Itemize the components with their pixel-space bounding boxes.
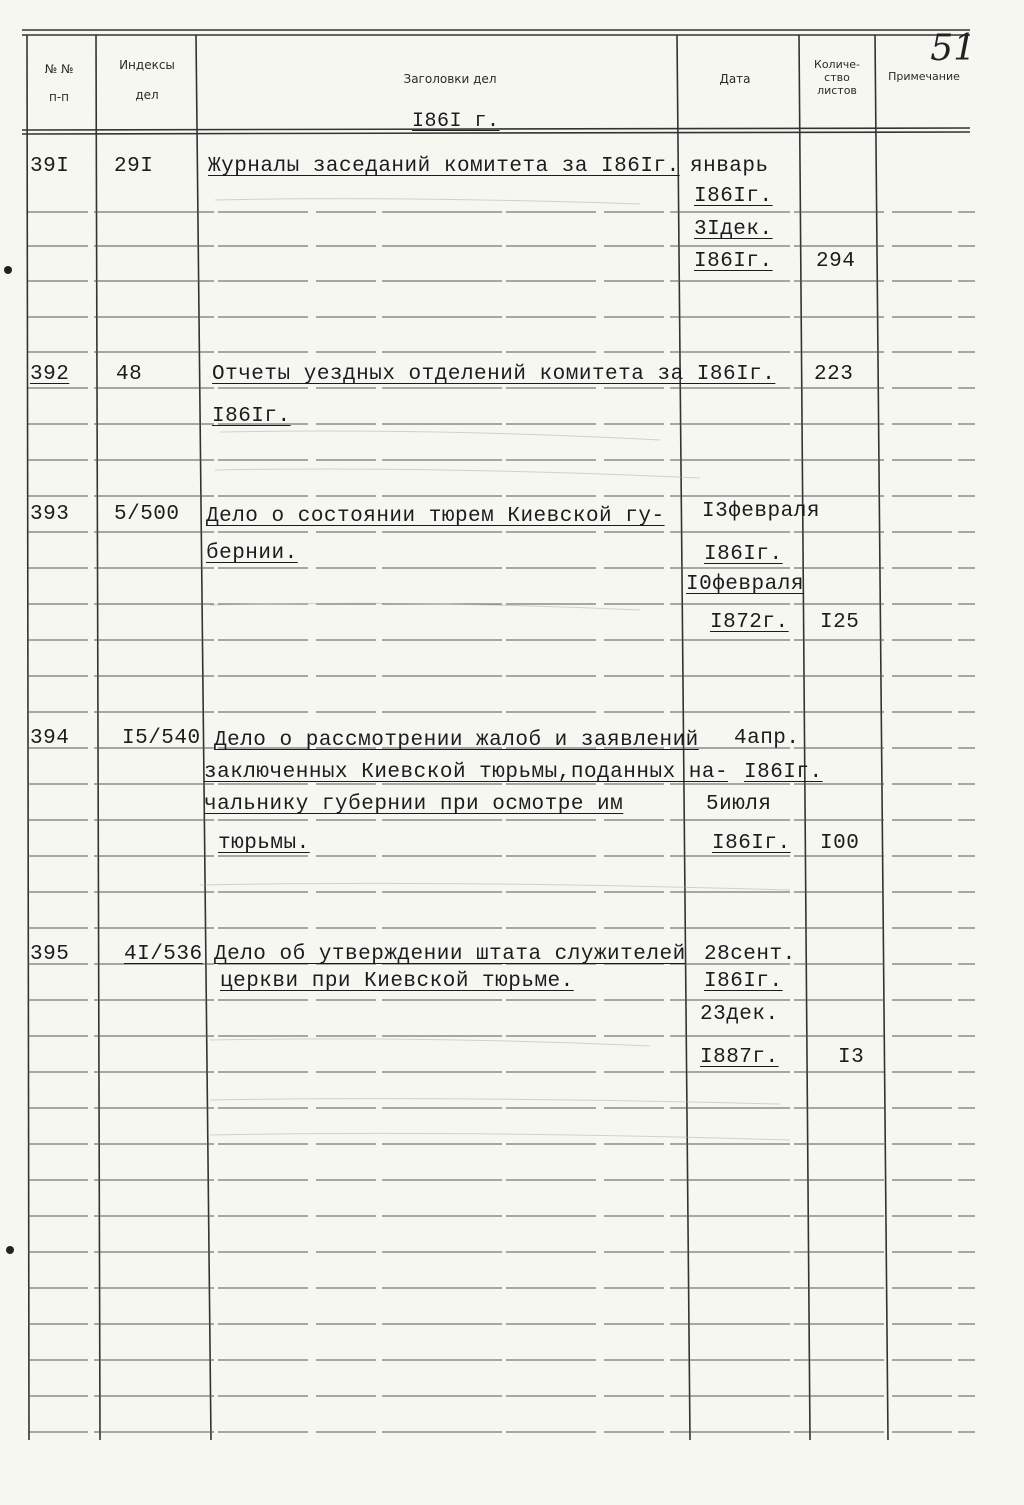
record-date-line: I0февраля (686, 573, 804, 596)
record-index: 4I/536 (124, 943, 203, 966)
record-date-line: I86Iг. (712, 832, 791, 855)
record-number: 392 (30, 363, 70, 386)
record-title-line: Дело о состоянии тюрем Киевской гу- (206, 505, 665, 528)
record-title-line: Дело о рассмотрении жалоб и заявлений (214, 729, 699, 752)
record-index: 5/500 (114, 503, 180, 526)
col-header-number: № № п-п (44, 62, 74, 104)
record-title-line: заключенных Киевской тюрьмы,поданных на- (204, 761, 729, 784)
record-index: 48 (116, 363, 143, 386)
record-date-line: I86Iг. (744, 761, 823, 784)
col-header-index: Индексы дел (119, 58, 175, 102)
record-date-line: 3Iдек. (694, 218, 773, 241)
col-header-note: Примечание (888, 70, 960, 83)
record-date-line: I3февраля (702, 500, 820, 523)
record-sheets: I00 (820, 832, 860, 855)
record-title-line: Дело об утверждении штата служителей (214, 943, 686, 966)
record-number: 393 (30, 503, 70, 526)
record-title-line: I86Iг. (212, 405, 291, 428)
record-date-line: I872г. (710, 611, 789, 634)
record-date-line: январь (690, 155, 769, 178)
col-header-title: Заголовки дел (403, 72, 497, 86)
page-number: 51 (930, 28, 976, 69)
record-sheets: I25 (820, 611, 860, 634)
record-index: 29I (114, 155, 154, 178)
record-date-line: 5июля (706, 793, 772, 816)
record-date-line: 28сент. (704, 943, 796, 966)
col-header-sheets: Количе- ство листов (814, 58, 860, 97)
col-header-year: I86I г. (412, 110, 500, 133)
record-number: 394 (30, 727, 70, 750)
record-date-line: I86Iг. (704, 543, 783, 566)
record-date-line: 4апр. (734, 727, 800, 750)
record-title-line: бернии. (206, 542, 298, 565)
record-date-line: I86Iг. (694, 185, 773, 208)
record-date-line: I86Iг. (704, 970, 783, 993)
record-date-line: I887г. (700, 1046, 779, 1069)
record-sheets: 294 (816, 250, 856, 273)
record-date-line: 23дек. (700, 1003, 779, 1026)
record-index: I5/540 (122, 727, 201, 750)
col-header-date: Дата (719, 72, 751, 86)
record-number: 39I (30, 155, 70, 178)
record-sheets: 223 (814, 363, 854, 386)
record-title-line: Журналы заседаний комитета за I86Iг. (208, 155, 680, 178)
record-number: 395 (30, 943, 70, 966)
record-sheets: I3 (838, 1046, 865, 1069)
record-title-line: чальнику губернии при осмотре им (204, 793, 624, 816)
record-date-line: I86Iг. (694, 250, 773, 273)
record-title-line: Отчеты уездных отделений комитета за I86Iг. (212, 363, 776, 386)
record-title-line: церкви при Киевской тюрьме. (220, 970, 574, 993)
record-title-line: тюрьмы. (218, 832, 310, 855)
